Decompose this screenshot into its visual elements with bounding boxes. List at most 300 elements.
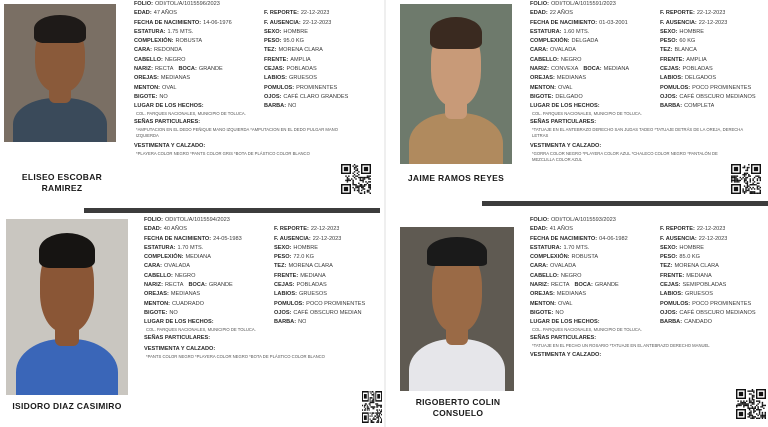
eyebrows-value: POBLADAS [682,65,713,72]
incident-place-label: LUGAR DE LOS HECHOS: [530,103,600,110]
sex [264,28,308,37]
incident-place: COL. PARQUES NACIONALES, MUNICIPIO DE TOLUCA. [532,327,642,333]
missing-person-card [0,213,384,427]
report-date-value: 22-12-2023 [696,226,726,233]
qr-code [736,389,766,419]
detail-row [144,272,380,281]
distinguishing-marks: *AMPUTACION EN EL DEDO PEÑIQUE MANO IZQUIERDA *AMPUTACION EN EL DEDO PULGAR MANO [136,127,338,133]
complexion-value: MORENA CLARA [288,263,333,270]
mustache-value: NO [169,309,178,316]
detail-row [530,84,762,93]
hair [134,56,185,65]
eyes-value: CAFÉ OBSCURO MEDIAN [293,309,362,316]
cheekbones-label: POMULOS: [660,300,691,307]
detail-row [530,253,762,262]
missing-person-card [386,213,768,427]
detail-row [134,84,374,93]
detail-row [144,235,380,244]
cheekbones [264,84,337,93]
hair-label: CABELLO: [144,272,173,279]
detail-row [530,281,762,290]
forehead-label: FRENTE: [660,272,685,279]
face-value: REDONDA [154,47,183,54]
complexion-value: MORENA CLARA [278,47,323,54]
detail-row [530,290,762,299]
detail-row [530,0,762,9]
forehead-value: MEDIANA [300,272,326,279]
lips-label: LABIOS: [660,75,683,82]
weight [264,37,304,46]
sex-label: SEXO: [274,244,292,251]
mouth [189,281,233,290]
complexion [264,46,323,55]
eyebrows [660,281,726,290]
eyes-label: OJOS: [274,309,292,316]
build-label: COMPLEXIÓN: [134,38,174,45]
distinguishing-marks-label: SEÑAS PARTICULARES: [144,334,211,341]
incident-place-label: LUGAR DE LOS HECHOS: [530,319,600,326]
person-name: ELISEO ESCOBAR RAMIREZ [21,172,103,194]
absence-date-label: F. AUSENCIA: [660,19,697,26]
build [144,253,211,262]
age-label: EDAD: [134,10,152,17]
eyebrows-label: CEJAS: [274,281,295,288]
distinguishing-marks-label: SEÑAS PARTICULARES: [530,334,597,341]
eyes-value: CAFÉ CLARO GRANDES [283,93,349,100]
detail-row [530,46,762,55]
detail-row [144,290,380,299]
hair-value: NEGRO [164,56,186,63]
ears-label: OREJAS: [134,75,159,82]
birth-date-label: FECHA DE NACIMIENTO: [144,235,212,242]
mustache-label: BIGOTE: [530,309,554,316]
mouth [575,281,619,290]
folio-label: FOLIO: [530,1,549,7]
detail-row [134,65,374,74]
clothing: MEZCLILLA COLOR AZUL [532,157,583,163]
eyes-label: OJOS: [264,93,282,100]
folio-value: ODI/TOL/A/1015591/2023 [550,1,616,7]
beard-label: BARBA: [274,319,297,326]
chin [530,84,573,93]
clothing: *PLAYERA COLOR NEGRO *PANTS COLOR GRIS *BOTA DE PLÁSTICO COLOR BLANCO [136,151,310,157]
height-label: ESTATURA: [134,28,166,35]
hair [144,272,195,281]
face [144,262,190,271]
person-name: RIGOBERTO COLIN CONSUELO [415,397,501,419]
complexion-label: TEZ: [660,263,673,270]
lips-label: LABIOS: [274,291,297,298]
sex-value: HOMBRE [293,244,318,251]
folio-value: ODI/TOL/A/1015593/2023 [550,217,616,223]
report-date-label: F. REPORTE: [264,10,299,17]
chin-value: OVAL [558,300,573,307]
hair-label: CABELLO: [134,56,163,63]
distinguishing-marks: LETRAS [532,133,549,139]
incident-place: COL. PARQUES NACIONALES, MUNICIPIO DE TOLUCA. [146,327,256,333]
ears [530,74,586,83]
age-value: 40 AÑOS [163,226,188,233]
sex-label: SEXO: [264,28,282,35]
height [134,28,193,37]
detail-row [134,46,374,55]
report-date [274,225,339,234]
nose [144,281,184,290]
ears [134,74,190,83]
forehead [274,272,326,281]
folio-label: FOLIO: [144,217,163,223]
detail-row [134,9,374,18]
cheekbones-label: POMULOS: [274,300,305,307]
hair-label: CABELLO: [530,272,559,279]
lips [660,74,716,83]
detail-row [530,74,762,83]
ears-value: MEDIANAS [556,75,587,82]
sex [660,28,704,37]
beard-value: NO [298,319,307,326]
report-date [660,225,725,234]
hair [530,56,581,65]
eyes-value: CAFÉ OBSCURO MEDIANOS [679,93,756,100]
build-value: ROBUSTA [175,38,203,45]
complexion-label: TEZ: [264,47,277,54]
detail-row [530,93,762,102]
absence-date-value: 22-12-2023 [312,235,342,242]
chin [530,300,573,309]
nose-label: NARIZ: [530,65,549,72]
mouth-label: BOCA: [188,281,207,288]
weight-label: PESO: [274,254,292,261]
mouth-value: MEDIANA [603,65,630,72]
ears-value: MEDIANAS [170,291,201,298]
build [530,253,598,262]
weight-value: 85.0 KG [679,254,700,261]
detail-row [134,28,374,37]
mustache-value: DELGADO [555,93,583,100]
absence-date [660,19,727,28]
detail-row [530,272,762,281]
absence-date [264,19,331,28]
build-label: COMPLEXIÓN: [530,38,570,45]
age-label: EDAD: [530,226,548,233]
absence-date-value: 22-12-2023 [698,19,728,26]
clothing: *GORRA COLOR NEGRO *PLAYERA COLOR AZUL *CHALECO COLOR NEGRO *PANTALÓN DE [532,151,718,157]
chin-value: OVAL [558,84,573,91]
cheekbones-value: POCO PROMINENTES [692,300,752,307]
mustache [144,309,178,318]
ears-value: MEDIANAS [160,75,191,82]
birth-date [134,19,232,28]
person-details [144,216,380,361]
nose [530,281,570,290]
age-label: EDAD: [530,10,548,17]
weight-label: PESO: [660,38,678,45]
height [530,244,589,253]
forehead [660,56,707,65]
age [530,9,573,18]
nose-value: RECTA [550,281,570,288]
cheekbones-value: POCO PROMINENTES [306,300,366,307]
eyes [264,93,348,102]
face-label: CARA: [530,263,549,270]
build-value: ROBUSTA [571,254,599,261]
qr-code [362,391,382,423]
absence-date [274,235,341,244]
person-photo [4,4,116,142]
person-photo [400,227,514,391]
forehead-value: AMPLIA [290,56,311,63]
birth-date [530,235,628,244]
chin-value: CUADRADO [172,300,205,307]
hair-label: CABELLO: [530,56,559,63]
build-value: DELGADA [571,38,599,45]
detail-row [144,300,380,309]
mustache-label: BIGOTE: [530,93,554,100]
incident-place-label: LUGAR DE LOS HECHOS: [144,319,214,326]
absence-date-value: 22-12-2023 [698,235,728,242]
incident-place-label: LUGAR DE LOS HECHOS: [134,103,204,110]
lips-value: GRUESOS [299,291,327,298]
eyes-value: CAFÉ OBSCURO MEDIANOS [679,309,756,316]
forehead [660,272,712,281]
nose [134,65,174,74]
absence-date-label: F. AUSENCIA: [264,19,301,26]
person-name: JAIME RAMOS REYES [407,173,505,183]
cheekbones [660,300,751,309]
absence-date-label: F. AUSENCIA: [660,235,697,242]
detail-row [144,216,380,225]
eyebrows-value: SEMIPOBLADAS [682,281,727,288]
face [530,46,576,55]
build-value: MEDIANA [185,254,211,261]
eyes-label: OJOS: [660,93,678,100]
hair [530,272,581,281]
detail-row [144,281,380,290]
build-label: COMPLEXIÓN: [144,254,184,261]
forehead [264,56,311,65]
detail-row [134,74,374,83]
weight-value: 72.0 KG [293,254,314,261]
detail-row [134,102,374,111]
detail-row [144,244,380,253]
height-value: 1.60 MTS. [563,28,590,35]
face [530,262,576,271]
age-value: 47 AÑOS [153,10,178,17]
incident-place: COL. PARQUES NACIONALES, MUNICIPIO DE TOLUCA. [136,111,246,117]
detail-row [134,0,374,9]
eyebrows-label: CEJAS: [660,281,681,288]
age-label: EDAD: [144,226,162,233]
detail-row [530,244,762,253]
lips-label: LABIOS: [264,75,287,82]
forehead-label: FRENTE: [264,56,289,63]
birth-date-value: 04-06-1982 [599,235,628,242]
sex-label: SEXO: [660,244,678,251]
eyebrows-value: POBLADAS [286,65,317,72]
complexion-label: TEZ: [274,263,287,270]
detail-row [530,262,762,271]
detail-row [144,318,380,327]
age-value: 22 AÑOS [549,10,574,17]
forehead-label: FRENTE: [274,272,299,279]
distinguishing-marks-label: SEÑAS PARTICULARES: [530,118,597,125]
detail-row [134,37,374,46]
clothing-label: VESTIMENTA Y CALZADO: [144,346,216,353]
forehead-label: FRENTE: [660,56,685,63]
build [134,37,202,46]
weight-label: PESO: [264,38,282,45]
report-date-value: 22-12-2023 [310,226,340,233]
cheekbones [660,84,751,93]
chin [144,300,204,309]
person-photo [6,219,128,395]
weight-value: 60 KG [679,38,696,45]
beard-label: BARBA: [660,319,683,326]
ears-label: OREJAS: [530,291,555,298]
mustache [530,309,564,318]
sex-value: HOMBRE [679,28,704,35]
report-date-label: F. REPORTE: [274,226,309,233]
person-details [134,0,374,157]
detail-row [530,9,762,18]
folio [134,0,220,9]
report-date [660,9,725,18]
beard-value: COMPLETA [684,103,715,110]
lips-value: GRUESOS [685,291,713,298]
eyebrows [660,65,713,74]
absence-date [660,235,727,244]
lips [264,74,317,83]
nose-value: RECTA [154,65,174,72]
folio [530,216,616,225]
eyes [660,309,756,318]
forehead-value: AMPLIA [686,56,707,63]
detail-row [530,65,762,74]
height-label: ESTATURA: [530,28,562,35]
folio [530,0,616,9]
complexion-label: TEZ: [660,47,673,54]
sex [660,244,704,253]
ears-label: OREJAS: [144,291,169,298]
face-value: OVALADA [550,263,577,270]
eyebrows [274,281,327,290]
detail-row [530,216,762,225]
birth-date [530,19,628,28]
incident-place: COL. PARQUES NACIONALES, MUNICIPIO DE TOLUCA. [532,111,642,117]
beard-value: NO [288,103,297,110]
beard-value: CANDADO [684,319,713,326]
mouth-label: BOCA: [574,281,593,288]
height [144,244,203,253]
distinguishing-marks: *TATUAJE EN EL PECHO UN ROSARIO *TATUAJE EN EL ANTEBRAZO DERECHO MANUEL [532,343,710,349]
distinguishing-marks: IZQUIERDA [136,133,159,139]
age [530,225,573,234]
birth-date-value: 14-06-1976 [203,19,232,26]
weight-label: PESO: [660,254,678,261]
eyebrows-label: CEJAS: [660,65,681,72]
detail-row [530,37,762,46]
beard-label: BARBA: [660,103,683,110]
sex-value: HOMBRE [679,244,704,251]
build-label: COMPLEXIÓN: [530,254,570,261]
detail-row [530,19,762,28]
weight [274,253,314,262]
age-value: 41 AÑOS [549,226,574,233]
cheekbones-label: POMULOS: [264,84,295,91]
hair-value: NEGRO [560,272,582,279]
detail-row [530,309,762,318]
height-value: 1.75 MTS. [167,28,194,35]
person-photo [400,4,512,164]
cheekbones-value: PROMINENTES [296,84,338,91]
nose-label: NARIZ: [134,65,153,72]
detail-row [530,102,762,111]
absence-date-label: F. AUSENCIA: [274,235,311,242]
face-value: OVALADA [550,47,577,54]
cheekbones [274,300,365,309]
sex-label: SEXO: [660,28,678,35]
chin-value: OVAL [162,84,177,91]
detail-row [530,300,762,309]
complexion [660,262,719,271]
lips-value: DELGADOS [685,75,717,82]
mouth-label: BOCA: [178,65,197,72]
chin-label: MENTON: [134,84,160,91]
birth-date [144,235,242,244]
nose-label: NARIZ: [530,281,549,288]
face-label: CARA: [530,47,549,54]
clothing-label: VESTIMENTA Y CALZADO: [134,142,206,149]
chin-label: MENTON: [144,300,170,307]
weight-value: 95.0 KG [283,38,304,45]
birth-date-value: 24-05-1983 [213,235,242,242]
report-date-label: F. REPORTE: [660,226,695,233]
nose [530,65,578,74]
beard [660,318,712,327]
clothing-label: VESTIMENTA Y CALZADO: [530,142,602,149]
birth-date-label: FECHA DE NACIMIENTO: [134,19,202,26]
detail-row [530,225,762,234]
detail-row [134,19,374,28]
complexion-value: MORENA CLARA [674,263,719,270]
lips [274,290,327,299]
folio-label: FOLIO: [530,217,549,223]
distinguishing-marks: *TATUAJE EN EL ANTEBRAZO DERECHO SAN JUDAS TADEO *TATUAJE DETRÁS DE LA OREJA, DERECHA [532,127,744,133]
mouth-value: GRANDE [208,281,233,288]
complexion [274,262,333,271]
missing-person-card [0,0,384,206]
mouth-label: BOCA: [583,65,602,72]
mustache-label: BIGOTE: [144,309,168,316]
detail-row [144,309,380,318]
report-date-label: F. REPORTE: [660,10,695,17]
ears-label: OREJAS: [530,75,555,82]
cheekbones-value: POCO PROMINENTES [692,84,752,91]
chin-label: MENTON: [530,300,556,307]
qr-code [731,164,761,194]
mouth-value: GRANDE [594,281,619,288]
detail-row [530,318,762,327]
weight [660,37,695,46]
age [134,9,177,18]
mustache [134,93,168,102]
birth-date-label: FECHA DE NACIMIENTO: [530,235,598,242]
face [134,46,182,55]
beard [264,102,296,111]
report-date [264,9,329,18]
detail-row [530,56,762,65]
nose-value: CONVEXA [550,65,579,72]
